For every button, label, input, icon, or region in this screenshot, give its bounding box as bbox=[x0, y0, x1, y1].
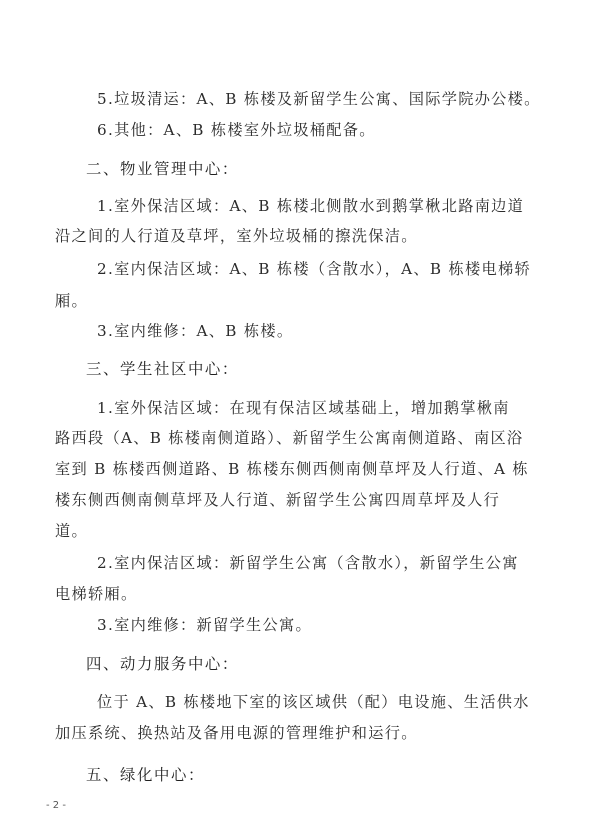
item-6-other: 6.其他：A、B 栋楼室外垃圾桶配备。 bbox=[97, 121, 376, 139]
property-item-2-line-1: 2.室内保洁区域：A、B 栋楼（含散水），A、B 栋楼电梯轿 bbox=[97, 260, 531, 278]
community-item-1-line-1: 1.室外保洁区域：在现有保洁区域基础上，增加鹅掌楸南 bbox=[97, 399, 510, 417]
page-number: - 2 - bbox=[46, 800, 66, 811]
community-item-2-line-1: 2.室内保洁区域：新留学生公寓（含散水），新留学生公寓 bbox=[97, 554, 519, 572]
community-item-1-line-5: 道。 bbox=[55, 522, 88, 540]
power-paragraph-line-2: 加压系统、换热站及备用电源的管理维护和运行。 bbox=[55, 724, 418, 742]
section-heading-student-community: 三、学生社区中心： bbox=[86, 360, 239, 378]
property-item-2-line-2: 厢。 bbox=[55, 292, 88, 310]
section-heading-property-management: 二、物业管理中心： bbox=[86, 160, 239, 178]
item-5-garbage-removal: 5.垃圾清运：A、B 栋楼及新留学生公寓、国际学院办公楼。 bbox=[97, 90, 541, 108]
property-item-1-line-2: 沿之间的人行道及草坪，室外垃圾桶的擦洗保洁。 bbox=[55, 227, 418, 245]
community-item-1-line-4: 楼东侧西侧南侧草坪及人行道、新留学生公寓四周草坪及人行 bbox=[55, 491, 501, 509]
property-item-1-line-1: 1.室外保洁区域：A、B 栋楼北侧散水到鹅掌楸北路南边道 bbox=[97, 197, 525, 215]
property-item-3: 3.室内维修：A、B 栋楼。 bbox=[97, 322, 294, 340]
section-heading-power-service: 四、动力服务中心： bbox=[86, 655, 239, 673]
community-item-2-line-2: 电梯轿厢。 bbox=[55, 585, 138, 603]
community-item-1-line-2: 路西段（A、B 栋楼南侧道路）、新留学生公寓南侧道路、南区浴 bbox=[55, 429, 524, 447]
community-item-1-line-3: 室到 B 栋楼西侧道路、B 栋楼东侧西侧南侧草坪及人行道、A 栋 bbox=[55, 460, 529, 478]
section-heading-greening-center: 五、绿化中心： bbox=[86, 766, 205, 784]
community-item-3: 3.室内维修：新留学生公寓。 bbox=[97, 616, 312, 634]
power-paragraph-line-1: 位于 A、B 栋楼地下室的该区域供（配）电设施、生活供水 bbox=[97, 693, 530, 711]
